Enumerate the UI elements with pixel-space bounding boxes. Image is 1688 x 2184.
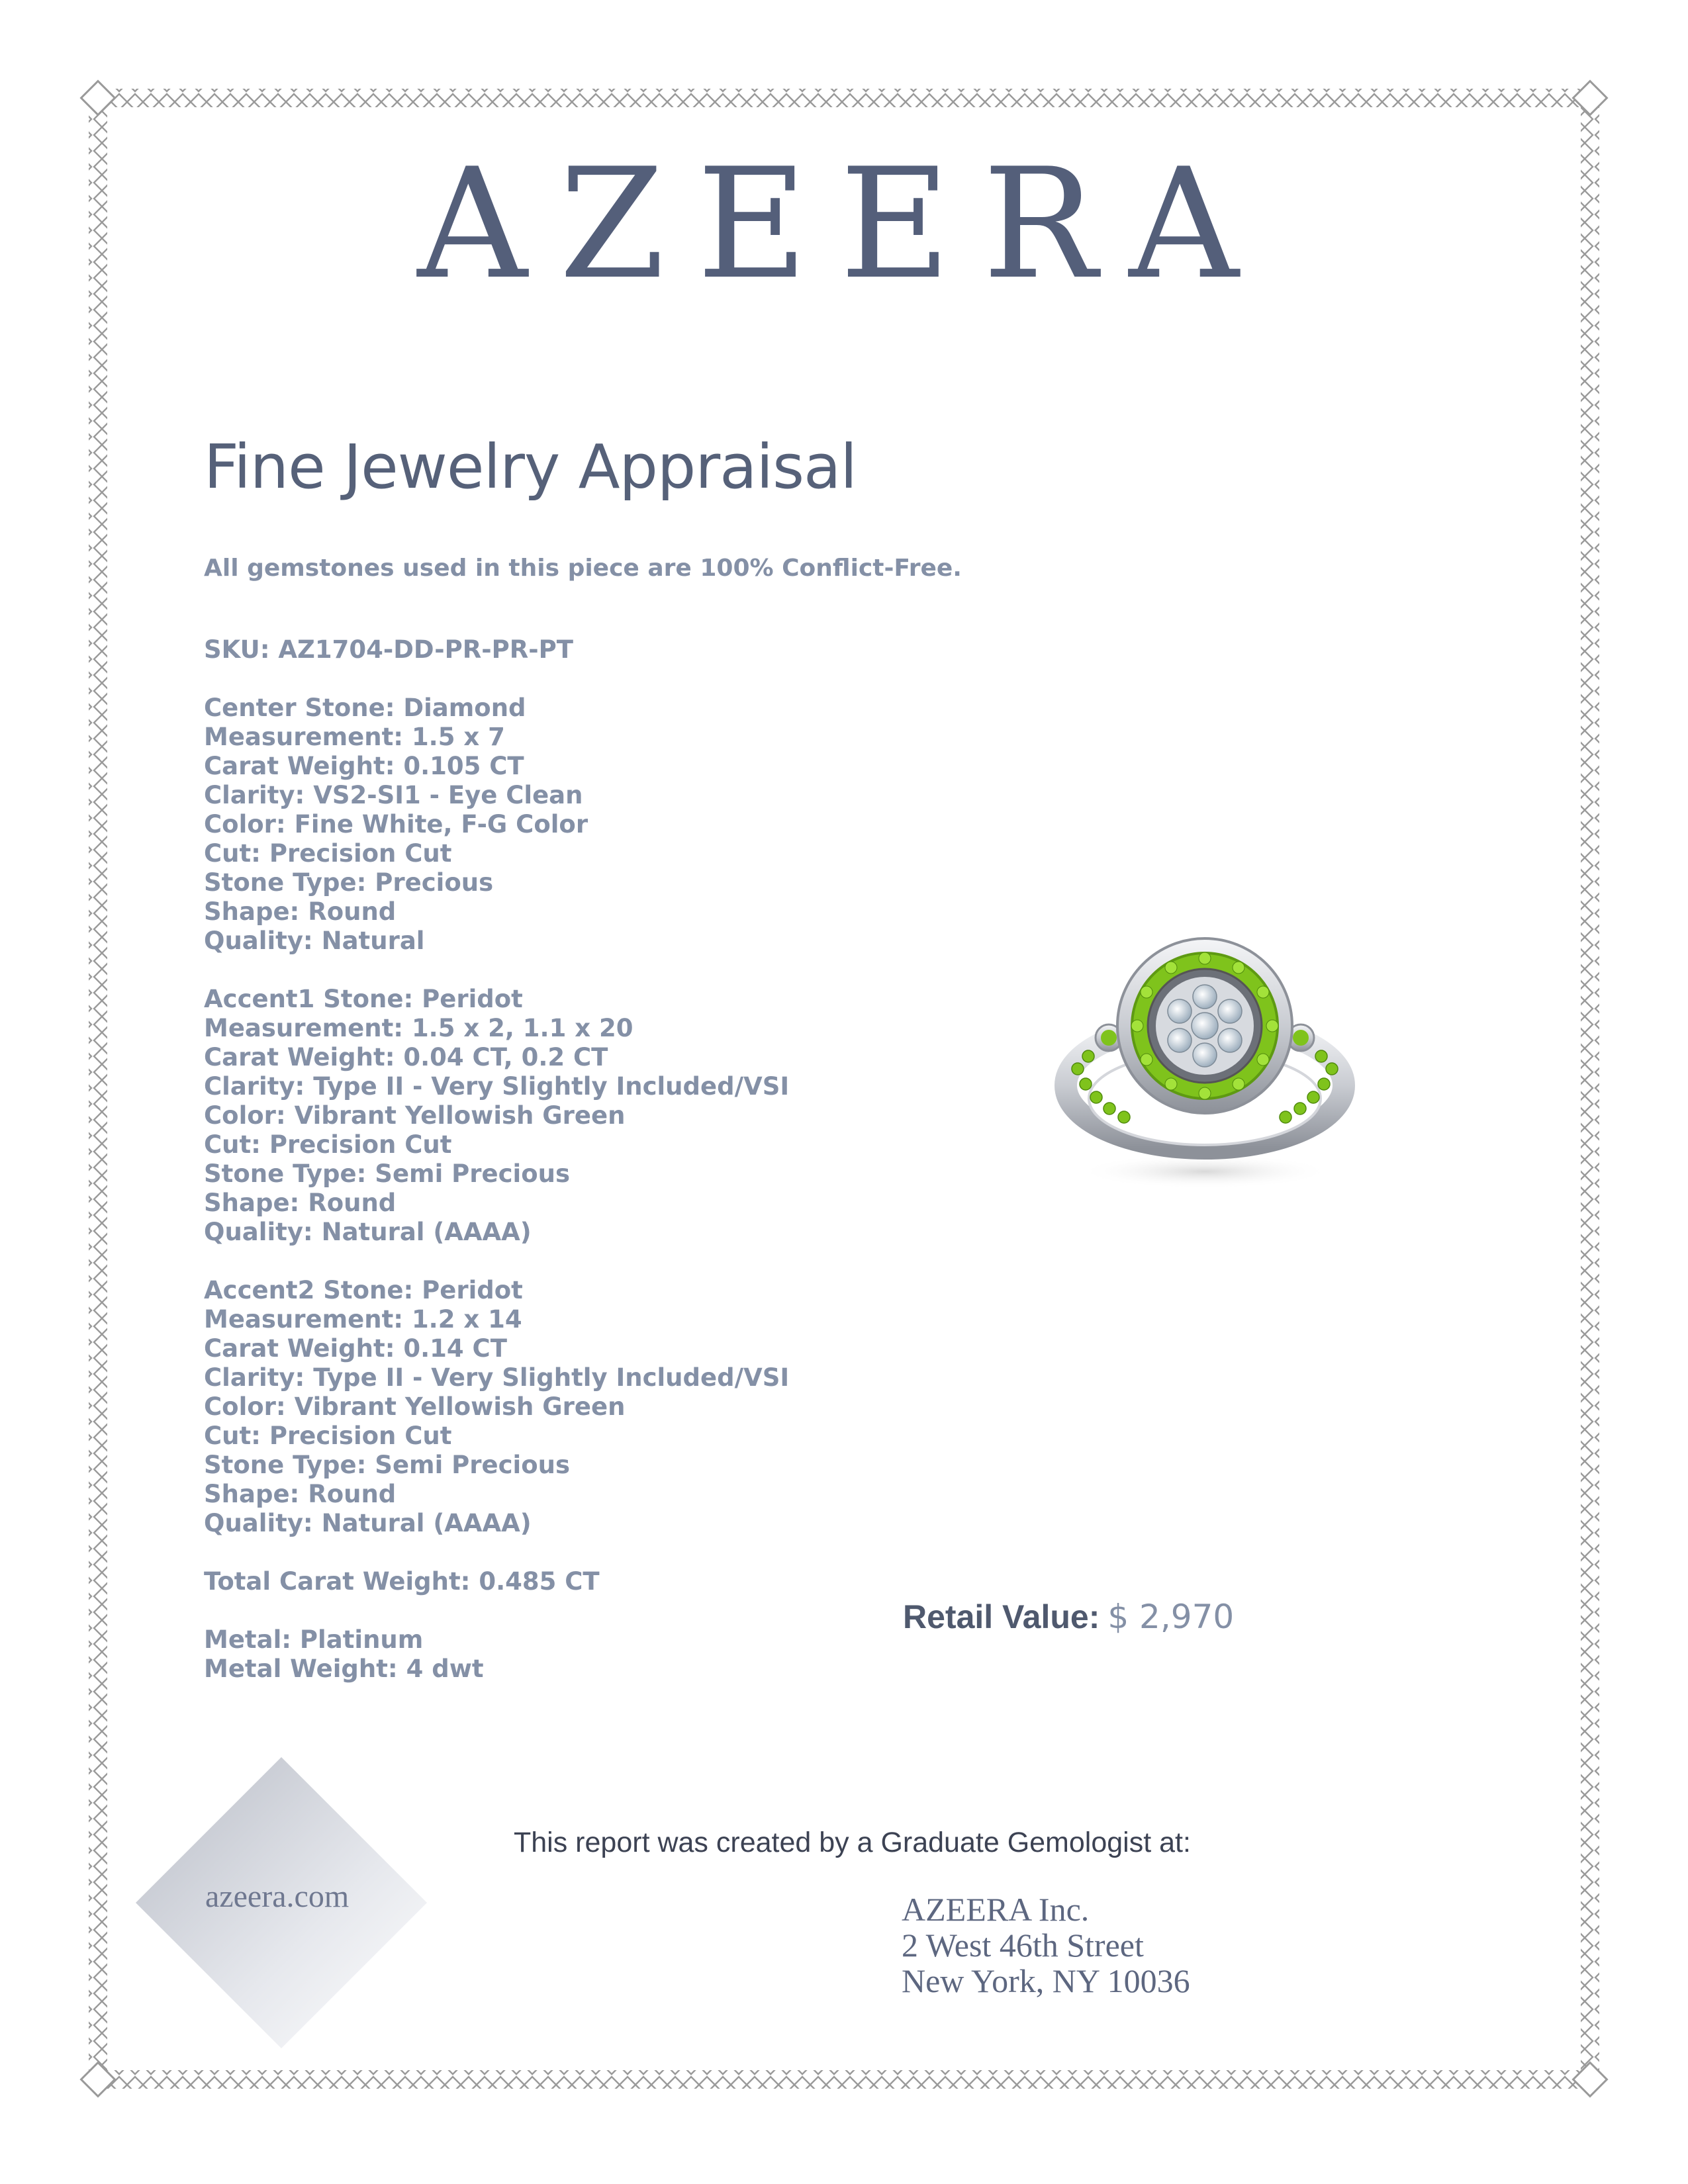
spec-line: Shape: Round bbox=[204, 1189, 397, 1217]
report-note: This report was created by a Graduate Gemologist at: bbox=[514, 1827, 1191, 1858]
spec-line: Stone Type: Semi Precious bbox=[204, 1451, 571, 1479]
spec-line: Measurement: 1.5 x 2, 1.1 x 20 bbox=[204, 1014, 633, 1042]
total-carat-weight: Total Carat Weight: 0.485 CT bbox=[204, 1567, 600, 1596]
spec-line: Stone Type: Precious bbox=[204, 868, 494, 897]
address-line: New York, NY 10036 bbox=[902, 1962, 1190, 1999]
spec-line: Clarity: Type II - Very Slightly Included/VSI bbox=[204, 1072, 790, 1101]
spec-line: Shape: Round bbox=[204, 897, 397, 926]
spec-line: Cut: Precision Cut bbox=[204, 1422, 452, 1450]
spec-line: Color: Vibrant Yellowish Green bbox=[204, 1392, 626, 1421]
spec-line: Carat Weight: 0.04 CT, 0.2 CT bbox=[204, 1043, 608, 1071]
spec-line: Center Stone: Diamond bbox=[204, 694, 526, 722]
spec-line: Clarity: Type II - Very Slightly Included/VSI bbox=[204, 1363, 790, 1392]
spec-line: Quality: Natural (AAAA) bbox=[204, 1218, 532, 1246]
spec-line: Cut: Precision Cut bbox=[204, 1130, 452, 1159]
brand-logo: AZEERA bbox=[417, 136, 1271, 313]
spec-line: Cut: Precision Cut bbox=[204, 839, 452, 868]
metal-weight-line: Metal Weight: 4 dwt bbox=[204, 1655, 484, 1683]
page-title: Fine Jewelry Appraisal bbox=[204, 432, 857, 502]
website-link[interactable]: azeera.com bbox=[205, 1879, 350, 1914]
spec-line: Clarity: VS2-SI1 - Eye Clean bbox=[204, 781, 583, 809]
address-line: 2 West 46th Street bbox=[902, 1927, 1144, 1964]
retail-label: Retail Value: bbox=[903, 1598, 1100, 1635]
spec-line: Carat Weight: 0.14 CT bbox=[204, 1334, 507, 1363]
ring-image bbox=[1033, 927, 1377, 1205]
retail-amount: $ 2,970 bbox=[1107, 1598, 1235, 1636]
spec-line: Measurement: 1.2 x 14 bbox=[204, 1305, 522, 1334]
accent1-section bbox=[204, 985, 789, 1247]
retail-value bbox=[903, 1598, 1235, 1636]
spec-line: Shape: Round bbox=[204, 1480, 397, 1508]
address-block bbox=[902, 1891, 1190, 1999]
spec-line: Measurement: 1.5 x 7 bbox=[204, 723, 505, 751]
accent2-section bbox=[204, 1276, 789, 1538]
spec-line: Accent2 Stone: Peridot bbox=[204, 1276, 523, 1304]
sku-line: SKU: AZ1704-DD-PR-PR-PT bbox=[204, 635, 573, 664]
spec-line: Carat Weight: 0.105 CT bbox=[204, 752, 524, 780]
spec-line: Color: Fine White, F-G Color bbox=[204, 810, 588, 839]
specifications bbox=[204, 635, 789, 1684]
conflict-free-note: All gemstones used in this piece are 100% Conflict-Free. bbox=[204, 555, 962, 582]
spec-line: Quality: Natural (AAAA) bbox=[204, 1509, 532, 1537]
spec-line: Stone Type: Semi Precious bbox=[204, 1160, 571, 1188]
spec-line: Accent1 Stone: Peridot bbox=[204, 985, 523, 1013]
spec-line: Quality: Natural bbox=[204, 927, 425, 955]
metal-line: Metal: Platinum bbox=[204, 1625, 424, 1654]
address-line: AZEERA Inc. bbox=[902, 1891, 1090, 1928]
spec-line: Color: Vibrant Yellowish Green bbox=[204, 1101, 626, 1130]
center-stone-section bbox=[204, 694, 789, 956]
